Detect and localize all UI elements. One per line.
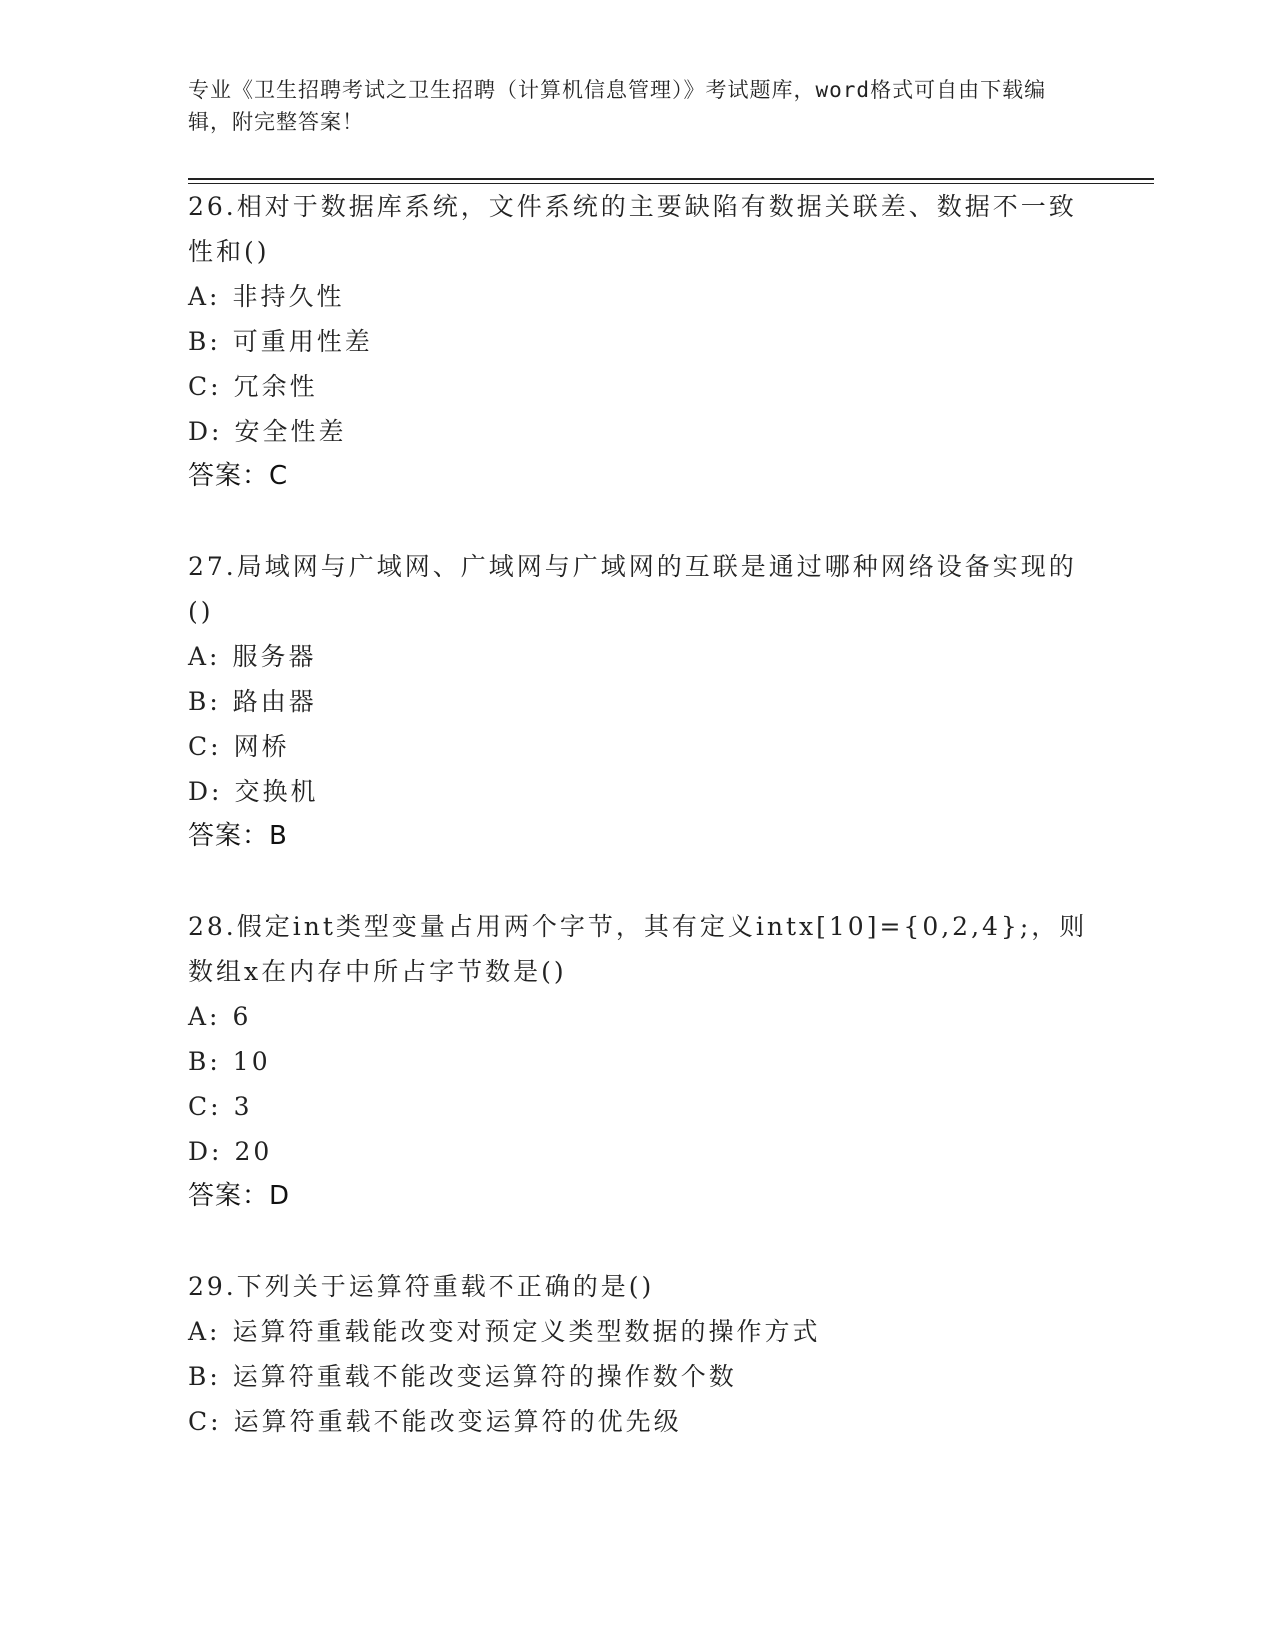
option-c <box>188 724 1088 769</box>
answer-label: 答案：D <box>188 1181 291 1211</box>
option-b <box>188 679 1088 724</box>
option-text: 可重用性差 <box>232 327 373 356</box>
option-text: 安全性差 <box>234 417 347 446</box>
option-text: 运算符重载不能改变运算符的优先级 <box>233 1407 682 1436</box>
option-key: B: <box>188 1362 221 1391</box>
question-28 <box>188 904 1088 1219</box>
option-c <box>188 1399 1088 1444</box>
option-text: 10 <box>232 1047 271 1076</box>
option-text: 运算符重载不能改变运算符的操作数个数 <box>232 1362 737 1391</box>
option-a <box>188 994 1088 1039</box>
question-27 <box>188 544 1088 859</box>
question-text: 29.下列关于运算符重载不正确的是() <box>188 1272 655 1301</box>
question-text: 28.假定int类型变量占用两个字节，其有定义intx[10]={0,2,4};，则数组x在内存中所占字节数是() <box>188 912 1088 986</box>
option-key: B: <box>188 1047 221 1076</box>
answer-label: 答案：C <box>188 461 289 491</box>
option-key: D: <box>188 1137 223 1166</box>
option-key: B: <box>188 327 221 356</box>
option-key: A: <box>188 1317 221 1346</box>
option-key: A: <box>188 1002 221 1031</box>
option-key: D: <box>188 417 223 446</box>
question-26 <box>188 184 1088 499</box>
option-key: B: <box>188 687 221 716</box>
option-b <box>188 1354 1088 1399</box>
option-text: 20 <box>234 1137 273 1166</box>
option-text: 交换机 <box>234 777 319 806</box>
header-divider-thick <box>188 178 1154 180</box>
document-intro: 专业《卫生招聘考试之卫生招聘（计算机信息管理）》考试题库，word格式可自由下载编辑，附完整答案！ <box>188 78 1047 134</box>
option-b <box>188 1039 1088 1084</box>
option-text: 运算符重载能改变对预定义类型数据的操作方式 <box>232 1317 821 1346</box>
option-a <box>188 1309 1088 1354</box>
option-key: C: <box>188 372 222 401</box>
option-b <box>188 319 1088 364</box>
option-key: A: <box>188 282 221 311</box>
option-a <box>188 634 1088 679</box>
option-text: 路由器 <box>232 687 317 716</box>
option-text: 服务器 <box>232 642 317 671</box>
option-text: 网桥 <box>233 732 290 761</box>
option-key: C: <box>188 1407 222 1436</box>
question-text: 26.相对于数据库系统，文件系统的主要缺陷有数据关联差、数据不一致性和() <box>188 192 1077 266</box>
option-d <box>188 409 1088 454</box>
answer-label: 答案：B <box>188 821 288 851</box>
option-key: A: <box>188 642 221 671</box>
option-c <box>188 1084 1088 1129</box>
option-key: D: <box>188 777 223 806</box>
option-text: 6 <box>232 1002 252 1031</box>
option-text: 冗余性 <box>233 372 318 401</box>
option-a <box>188 274 1088 319</box>
option-text: 非持久性 <box>232 282 345 311</box>
option-c <box>188 364 1088 409</box>
question-text: 27.局域网与广域网、广域网与广域网的互联是通过哪种网络设备实现的() <box>188 552 1077 626</box>
option-d <box>188 1129 1088 1174</box>
question-29 <box>188 1264 1088 1444</box>
option-key: C: <box>188 1092 222 1121</box>
option-d <box>188 769 1088 814</box>
option-key: C: <box>188 732 222 761</box>
option-text: 3 <box>233 1092 253 1121</box>
